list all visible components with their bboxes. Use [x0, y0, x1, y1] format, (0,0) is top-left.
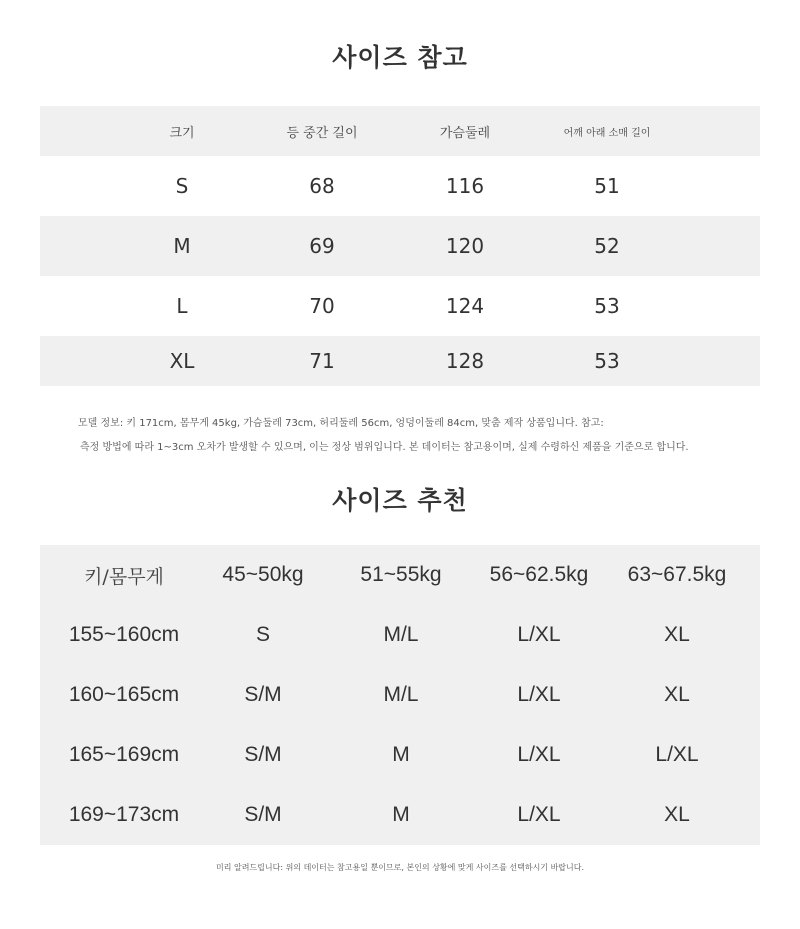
size-reference-table	[40, 106, 760, 386]
cell-recommended-size: L/XL	[517, 683, 561, 706]
table-row	[40, 216, 760, 276]
cell-height-range: 155~160cm	[68, 623, 180, 646]
cell-chest: 116	[445, 174, 485, 198]
header-back-length: 등 중간 길이	[286, 125, 358, 141]
cell-sleeve-length: 53	[594, 294, 620, 318]
cell-chest: 128	[445, 349, 485, 373]
disclaimer-footer: 미리 알려드립니다: 위의 데이터는 참고용일 뿐이므로, 본인의 상황에 맞게 사이즈를 선택하시기 바랍니다.	[215, 863, 585, 872]
cell-height-range: 169~173cm	[68, 803, 180, 826]
header-chest: 가슴둘레	[439, 125, 491, 141]
cell-back-length: 71	[309, 349, 335, 373]
cell-chest: 120	[445, 234, 485, 258]
cell-back-length: 69	[309, 234, 335, 258]
cell-recommended-size: S/M	[244, 683, 282, 706]
cell-recommended-size: S/M	[244, 743, 282, 766]
cell-recommended-size: S/M	[244, 803, 282, 826]
cell-back-length: 68	[309, 174, 335, 198]
measurement-note: 측정 방법에 따라 1~3cm 오차가 발생할 수 있으며, 이는 정상 범위입니다. 본 데이터는 참고용이며, 실제 수령하신 제품을 기준으로 합니다.	[80, 442, 689, 453]
cell-recommended-size: L/XL	[517, 803, 561, 826]
cell-recommended-size: M/L	[383, 683, 419, 706]
cell-sleeve-length: 52	[594, 234, 620, 258]
table-row	[40, 156, 760, 216]
header-size: 크기	[169, 125, 195, 141]
size-reference-title: 사이즈 참고	[332, 43, 468, 72]
size-recommendation-table	[40, 545, 760, 845]
cell-height-range: 165~169cm	[68, 743, 180, 766]
table-row	[40, 665, 760, 725]
cell-size: XL	[169, 349, 195, 373]
cell-back-length: 70	[309, 294, 335, 318]
model-info-note: 모델 정보: 키 171cm, 몸무게 45kg, 가슴둘레 73cm, 허리둘레 56cm, 엉덩이둘레 84cm, 맞춤 제작 상품입니다. 참고:	[78, 418, 604, 429]
cell-sleeve-length: 53	[594, 349, 620, 373]
cell-recommended-size: L/XL	[655, 743, 699, 766]
cell-size: M	[173, 234, 191, 258]
header-weight-range: 45~50kg	[222, 563, 304, 586]
header-weight-range: 63~67.5kg	[627, 563, 727, 586]
cell-height-range: 160~165cm	[68, 683, 180, 706]
table-row	[40, 336, 760, 386]
table-row	[40, 276, 760, 336]
cell-recommended-size: M	[392, 743, 410, 766]
cell-recommended-size: L/XL	[517, 623, 561, 646]
cell-recommended-size: L/XL	[517, 743, 561, 766]
size-recommendation-title: 사이즈 추천	[332, 486, 468, 515]
table-header-row	[40, 545, 760, 605]
table-row	[40, 725, 760, 785]
cell-recommended-size: M/L	[383, 623, 419, 646]
cell-sleeve-length: 51	[594, 174, 620, 198]
cell-recommended-size: S	[255, 623, 270, 646]
cell-size: L	[176, 294, 188, 318]
cell-chest: 124	[445, 294, 485, 318]
header-weight-range: 51~55kg	[360, 563, 442, 586]
cell-size: S	[175, 174, 189, 198]
table-row	[40, 785, 760, 845]
header-weight-range: 56~62.5kg	[489, 563, 589, 586]
header-height-weight: 키/몸무게	[84, 565, 164, 588]
table-header-row	[40, 106, 760, 156]
table-row	[40, 605, 760, 665]
cell-recommended-size: XL	[664, 683, 690, 706]
cell-recommended-size: XL	[664, 623, 690, 646]
header-sleeve-length: 어깨 아래 소매 길이	[563, 127, 651, 139]
cell-recommended-size: M	[392, 803, 410, 826]
cell-recommended-size: XL	[664, 803, 690, 826]
